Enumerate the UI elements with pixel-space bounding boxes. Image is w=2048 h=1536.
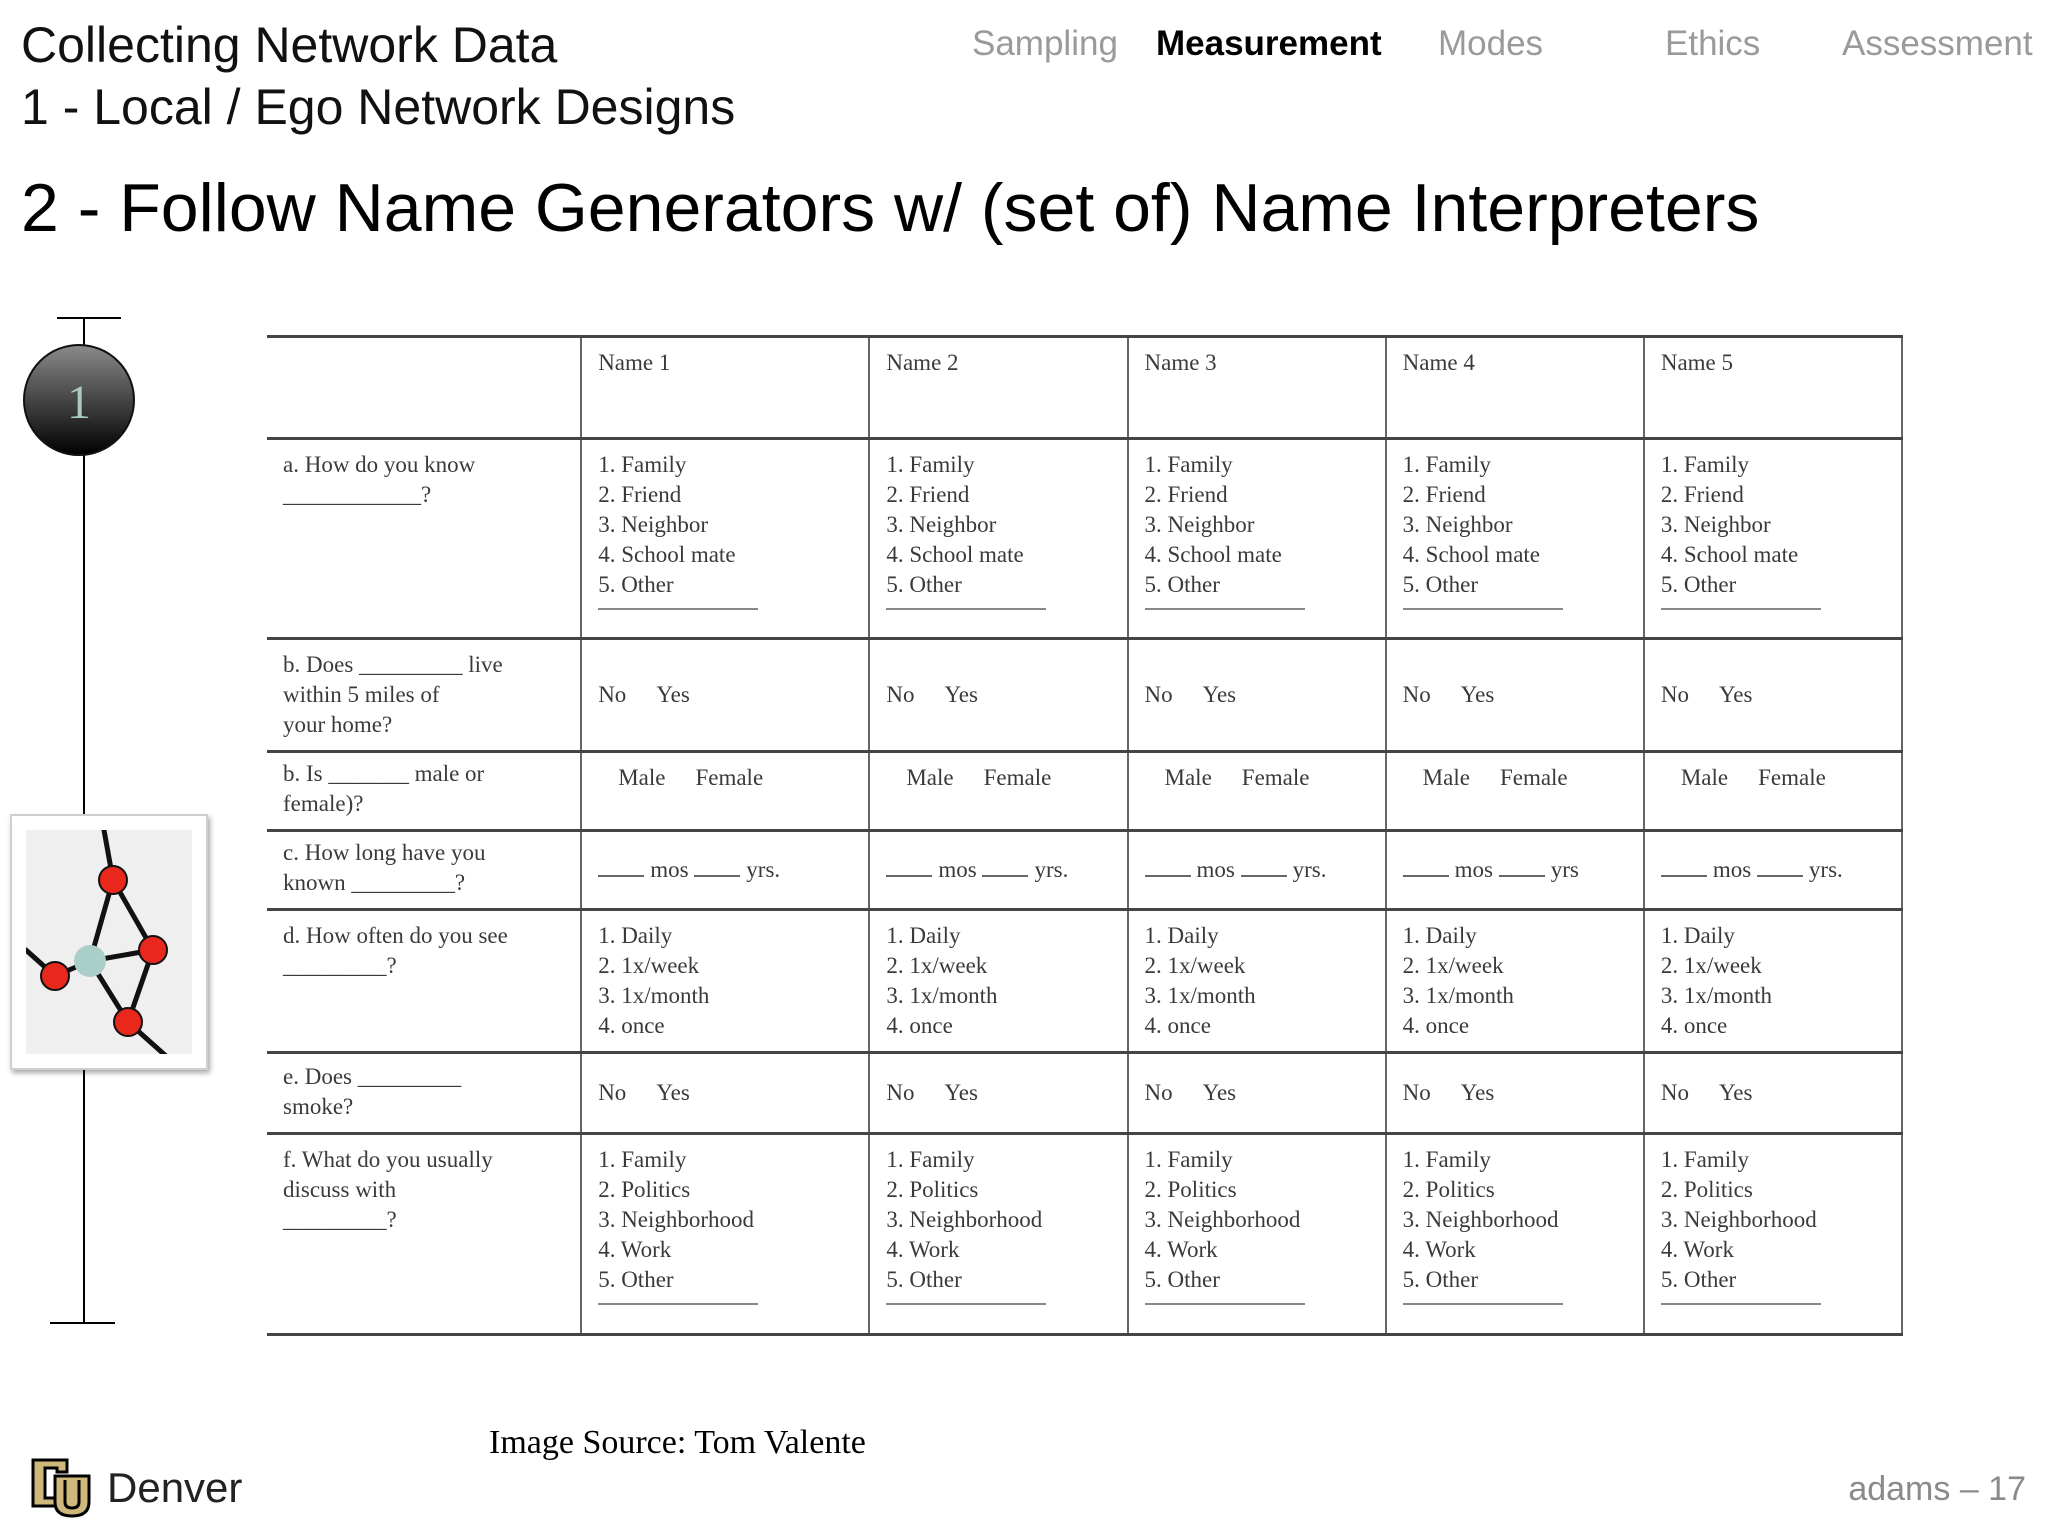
answer-cell[interactable]: 1. Family 2. Friend 3. Neighbor 4. School mate 5. Other	[1644, 439, 1902, 639]
column-header: Name 2	[869, 337, 1127, 439]
other-blank[interactable]	[1145, 608, 1305, 610]
answer-cell[interactable]: 1. Family 2. Politics 3. Neighborhood 4. Work 5. Other	[1644, 1134, 1902, 1335]
answer-cell[interactable]: No Yes	[1386, 639, 1644, 752]
answer-cell[interactable]: mos yrs.	[581, 831, 869, 910]
question-d: d. How often do you see _________?	[267, 910, 581, 1053]
answer-cell[interactable]: No Yes	[869, 1053, 1127, 1134]
answer-cell[interactable]: Male Female	[1386, 752, 1644, 831]
network-node	[41, 962, 69, 990]
answer-cell[interactable]: 1. Daily 2. 1x/week 3. 1x/month 4. once	[581, 910, 869, 1053]
answer-cell[interactable]: 1. Daily 2. 1x/week 3. 1x/month 4. once	[1128, 910, 1386, 1053]
answer-cell[interactable]: 1. Family 2. Friend 3. Neighbor 4. School mate 5. Other	[1386, 439, 1644, 639]
answer-cell[interactable]: mos yrs.	[869, 831, 1127, 910]
answer-cell[interactable]: 1. Family 2. Politics 3. Neighborhood 4. Work 5. Other	[581, 1134, 869, 1335]
answer-cell[interactable]: 1. Daily 2. 1x/week 3. 1x/month 4. once	[1386, 910, 1644, 1053]
survey-table	[267, 335, 1903, 1336]
ego-network-icon	[26, 830, 192, 1054]
nav-ethics[interactable]: Ethics	[1665, 24, 1761, 63]
answer-cell[interactable]: Male Female	[869, 752, 1127, 831]
other-blank[interactable]	[1661, 608, 1821, 610]
nav-measurement[interactable]: Measurement	[1156, 24, 1382, 63]
nav-assessment[interactable]: Assessment	[1842, 24, 2033, 63]
other-blank[interactable]	[598, 608, 758, 610]
header-row	[267, 337, 1902, 439]
answer-cell[interactable]: mos yrs	[1386, 831, 1644, 910]
step-number: 1	[67, 376, 91, 429]
question-row-a	[267, 439, 1902, 639]
answer-cell[interactable]: No Yes	[1644, 639, 1902, 752]
answer-cell[interactable]: 1. Daily 2. 1x/week 3. 1x/month 4. once	[1644, 910, 1902, 1053]
section-title: 1 - Local / Ego Network Designs	[21, 79, 736, 135]
network-node	[114, 1008, 142, 1036]
section-nav	[0, 24, 2048, 74]
other-blank[interactable]	[886, 608, 1046, 610]
question-row-e	[267, 1053, 1902, 1134]
answer-cell[interactable]: No Yes	[1128, 1053, 1386, 1134]
question-b-gender: b. Is _______ male or female)?	[267, 752, 581, 831]
network-thumbnail	[10, 814, 208, 1070]
answer-cell[interactable]: No Yes	[1644, 1053, 1902, 1134]
answer-cell[interactable]: 1. Family 2. Friend 3. Neighbor 4. School mate 5. Other	[869, 439, 1127, 639]
answer-cell[interactable]: 1. Family 2. Friend 3. Neighbor 4. School mate 5. Other	[581, 439, 869, 639]
question-a: a. How do you know ____________?	[267, 439, 581, 639]
answer-cell[interactable]: No Yes	[581, 639, 869, 752]
cu-logo-icon	[27, 1454, 95, 1522]
answer-cell[interactable]: No Yes	[869, 639, 1127, 752]
question-f: f. What do you usually discuss with _________?	[267, 1134, 581, 1335]
nav-modes[interactable]: Modes	[1438, 24, 1544, 63]
answer-cell[interactable]: Male Female	[1644, 752, 1902, 831]
image-source-caption: Image Source: Tom Valente	[489, 1424, 866, 1461]
ego-node	[74, 945, 106, 977]
question-row-d	[267, 910, 1902, 1053]
brand-name: Denver	[107, 1464, 243, 1511]
other-blank[interactable]	[886, 1303, 1046, 1305]
column-header: Name 3	[1128, 337, 1386, 439]
course-title: Collecting Network Data	[21, 17, 558, 73]
answer-cell[interactable]: No Yes	[1386, 1053, 1644, 1134]
answer-cell[interactable]: 1. Family 2. Friend 3. Neighbor 4. School mate 5. Other	[1128, 439, 1386, 639]
network-node	[139, 936, 167, 964]
answer-cell[interactable]: mos yrs.	[1644, 831, 1902, 910]
question-c: c. How long have you known _________?	[267, 831, 581, 910]
answer-cell[interactable]: Male Female	[581, 752, 869, 831]
answer-cell[interactable]: 1. Family 2. Politics 3. Neighborhood 4. Work 5. Other	[1128, 1134, 1386, 1335]
header-corner	[267, 337, 581, 439]
answer-cell[interactable]: 1. Family 2. Politics 3. Neighborhood 4. Work 5. Other	[1386, 1134, 1644, 1335]
other-blank[interactable]	[598, 1303, 758, 1305]
question-row-f	[267, 1134, 1902, 1335]
university-logo	[27, 1450, 242, 1526]
progress-timeline	[0, 0, 220, 1536]
name-interpreter-form	[267, 335, 1903, 1324]
answer-cell[interactable]: mos yrs.	[1128, 831, 1386, 910]
nav-sampling[interactable]: Sampling	[972, 24, 1118, 63]
question-b-distance: b. Does _________ live within 5 miles of your home?	[267, 639, 581, 752]
question-row-c	[267, 831, 1902, 910]
answer-cell[interactable]: Male Female	[1128, 752, 1386, 831]
answer-cell[interactable]: 1. Family 2. Politics 3. Neighborhood 4. Work 5. Other	[869, 1134, 1127, 1335]
slide-heading: 2 - Follow Name Generators w/ (set of) Name Interpreters	[21, 170, 1760, 246]
question-e: e. Does _________ smoke?	[267, 1053, 581, 1134]
step-marker[interactable]	[24, 345, 134, 455]
question-row-b1	[267, 639, 1902, 752]
column-header: Name 5	[1644, 337, 1902, 439]
slide-number: adams – 17	[1848, 1470, 2026, 1508]
network-node	[99, 866, 127, 894]
other-blank[interactable]	[1145, 1303, 1305, 1305]
column-header: Name 1	[581, 337, 869, 439]
other-blank[interactable]	[1403, 1303, 1563, 1305]
other-blank[interactable]	[1403, 608, 1563, 610]
answer-cell[interactable]: No Yes	[1128, 639, 1386, 752]
column-header: Name 4	[1386, 337, 1644, 439]
question-row-b2	[267, 752, 1902, 831]
other-blank[interactable]	[1661, 1303, 1821, 1305]
answer-cell[interactable]: 1. Daily 2. 1x/week 3. 1x/month 4. once	[869, 910, 1127, 1053]
answer-cell[interactable]: No Yes	[581, 1053, 869, 1134]
